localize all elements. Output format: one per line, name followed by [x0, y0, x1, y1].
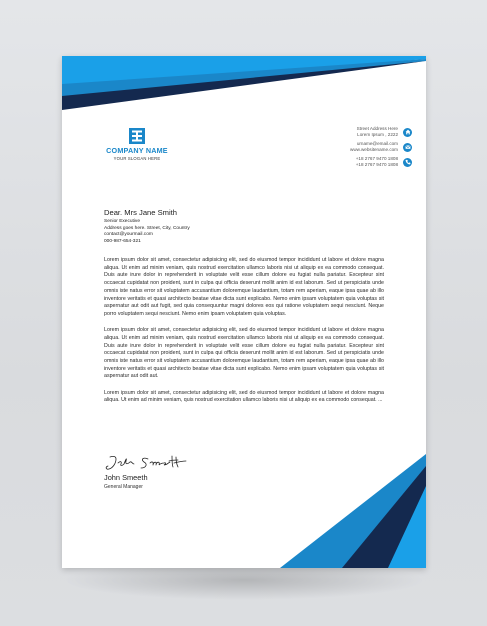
- letterhead-page: [62, 56, 426, 568]
- company-name: COMPANY NAME: [106, 146, 168, 155]
- contact-phone-1: +18 2767 9470 1808: [355, 156, 398, 161]
- logo-mark-icon: [129, 128, 145, 144]
- contact-email[interactable]: urname@email.com: [356, 141, 398, 146]
- body-paragraph-2: Lorem ipsum dolor sit amet, consectetur adipisicing elit, sed do eiusmod tempor incididunt ut labore et dolore magna aliqua. Ut enim ad minim veniam, quis nostrud exercitation ullamco laboris nisi ut aliquip ex ea commodo consequat. Duis aute irure dolor in reprehenderit in voluptate velit esse cillum dolore eu fugiat nulla pariatur. Excepteur sint occaecat cupidatat non proident, sunt in culpa qui officia deserunt mollit anim id est laborum. Sed ut perspiciatis unde omnis iste natus error sit voluptatem accusantium doloremque laudantium, totam rem aperiam, eaque ipsa quae ab illo inventore veritatis et quasi architecto beatae vitae dicta sunt explicabo. Nemo enim ipsam voluptatem quia voluptas sit aspernatur aut odit aut.: [104, 327, 384, 380]
- contact-email-row: [292, 141, 412, 153]
- recipient-address: Address goes here. Street, City, Country: [104, 225, 190, 231]
- salutation: Dear. Mrs Jane Smith: [104, 208, 178, 217]
- recipient-phone: 000-987-654-321: [104, 238, 141, 244]
- handwritten-signature: [104, 453, 188, 473]
- body-paragraph-1: Lorem ipsum dolor sit amet, consectetur adipisicing elit, sed do eiusmod tempor incididunt ut labore et dolore magna aliqua. Ut enim ad minim veniam, quis nostrud exercitation ullamco laboris nisi ut aliquip ex ea commodo consequat. Duis aute irure dolor in reprehenderit in voluptate velit esse cillum dolore eu fugiat nulla pariatur. Excepteur sint occaecat cupidatat non proident, sunt in culpa qui officia deserunt mollit anim id est laborum. Sed ut perspiciatis unde omnis iste natus error sit voluptatem accusantium doloremque laudantium, totam rem aperiam, eaque ipsa quae ab illo inventore veritatis et quasi architecto beatae vitae dicta sunt explicabo. Nemo enim ipsam voluptatem quia voluptas sit aspernatur aut odit aut fugit, sed quia consequuntur magni dolores eos qui ratione voluptatem sequi nesciunt. Neque porro voluptatem sequi nesciunt. Nemo enim ipsam voluptatem quia voluptas.: [104, 257, 384, 317]
- contact-phone-2: +18 2767 9470 1808: [355, 162, 398, 167]
- address-line-1: Street Address Here: [356, 126, 398, 131]
- company-slogan: YOUR SLOGAN HERE: [113, 156, 161, 161]
- address-line-2: Lorem Ipsum , 2222: [357, 132, 398, 137]
- recipient-email: contact@yourmail.com: [104, 232, 153, 238]
- contact-block: [292, 126, 412, 171]
- contact-address-row: [292, 126, 412, 138]
- mail-icon: [403, 143, 412, 152]
- signature-block: [104, 453, 188, 490]
- letter-body: [104, 257, 384, 413]
- signer-name: John Smeeth: [104, 473, 148, 482]
- phone-icon: [403, 158, 412, 167]
- contact-phone-row: [292, 156, 412, 168]
- body-paragraph-3: Lorem ipsum dolor sit amet, consectetur adipisicing elit, sed do eiusmod tempor incididunt ut labore et dolore magna aliqua. Ut enim ad minim veniam, quis nostrud exercitation ullamco laboris nisi ut aliquip ex ea commodo consequat. ...: [104, 389, 384, 404]
- recipient-position: Senior Executive: [104, 219, 140, 224]
- home-icon: [403, 128, 412, 137]
- company-logo: [102, 128, 172, 161]
- contact-website[interactable]: www.websitename.com: [350, 147, 398, 152]
- recipient-block: [104, 208, 190, 245]
- signer-title: General Manager: [104, 484, 143, 490]
